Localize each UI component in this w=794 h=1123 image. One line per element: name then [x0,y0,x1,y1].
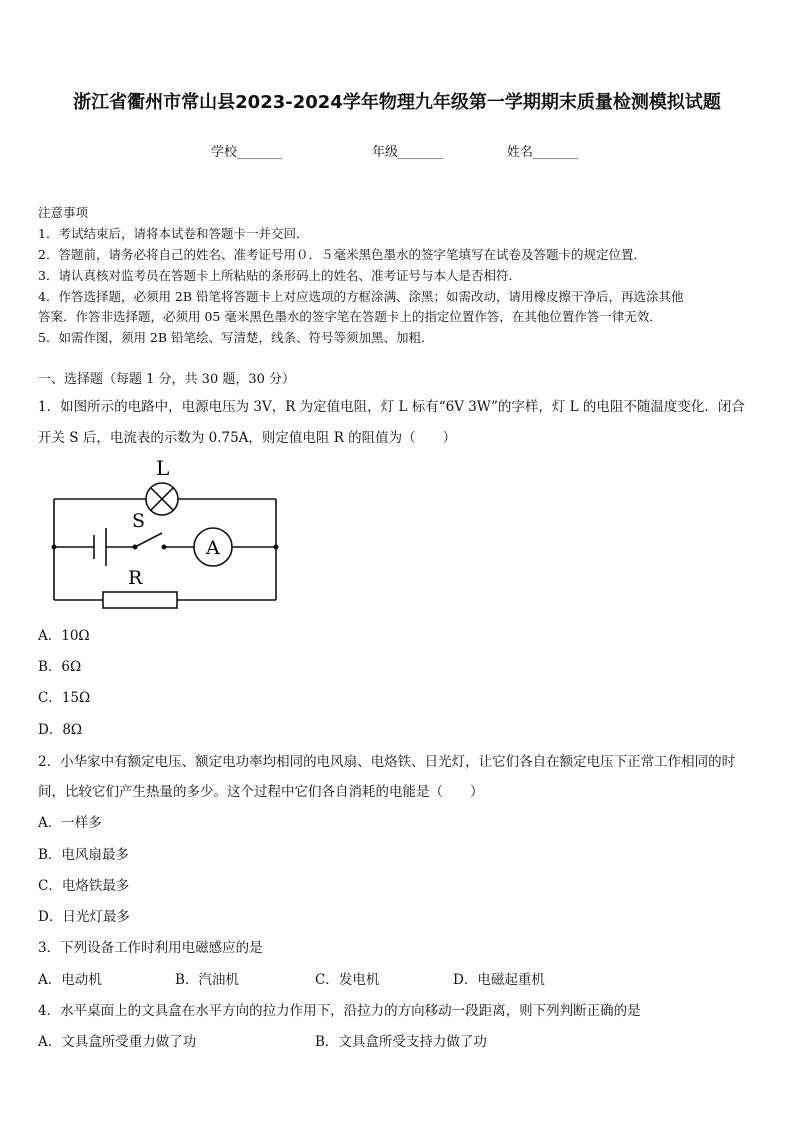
lamp-icon [146,483,178,515]
question-2-line-1: 2．小华家中有额定电压、额定电功率均相同的电风扇、电烙铁、日光灯，让它们各自在额定电压下正常工作相同的时 [38,754,736,770]
question-1-line-1: 1．如图所示的电路中，电源电压为 3V，R 为定值电阻，灯 L 标有“6V 3W”的字样，灯 L 的电阻不随温度变化．闭合 [38,399,745,415]
switch-icon [133,533,167,550]
notice-item: 答案．作答非选择题，必须用 05 毫米黑色墨水的签字笔在答题卡上的指定位置作答，在其他位置作答一律无效． [38,309,662,324]
resistor-label: R [128,567,143,589]
notice-item: 2．答题前，请务必将自己的姓名、准考证号用０．５毫米黑色墨水的签字笔填写在试卷及答题卡的规定位置． [38,247,646,262]
notice-item: 4．作答选择题，必须用 2B 铅笔将答题卡上对应选项的方框涂满、涂黑；如需改动，请用橡皮擦干净后，再选涂其他 [38,289,684,304]
question-1-line-2: 开关 S 后，电流表的示数为 0.75A，则定值电阻 R 的阻值为（ ） [38,430,457,446]
section-heading: 一、选择题（每题 1 分，共 30 题，30 分） [38,372,296,387]
question-2-line-2: 间，比较它们产生热量的多少。这个过程中它们各自消耗的电能是（ ） [38,784,484,800]
q2-option-d: D．日光灯最多 [38,909,130,925]
question-4-line-1: 4．水平桌面上的文具盒在水平方向的拉力作用下，沿拉力的方向移动一段距离，则下列判断正确的是 [38,1003,641,1019]
q1-option-b: B．6Ω [38,659,82,675]
q4-option-a: A．文具盒所受重力做了功 [38,1034,197,1050]
question-3-line-1: 3．下列设备工作时利用电磁感应的是 [38,940,263,956]
junction-dot [274,545,279,550]
q4-option-b: B．文具盒所受支持力做了功 [315,1034,487,1050]
name-field: 姓名_______ [507,145,579,160]
notice-item: 5．如需作图，须用 2B 铅笔绘、写清楚，线条、符号等须加黑、加粗． [38,330,434,345]
q1-option-c: C．15Ω [38,690,91,706]
q2-option-a: A．一样多 [38,815,102,831]
switch-label: S [132,510,146,532]
q1-option-a: A．10Ω [38,628,90,644]
resistor-icon [103,592,177,608]
q2-option-b: B．电风扇最多 [38,847,129,863]
circuit-diagram [40,455,290,610]
battery-icon [94,528,106,566]
q1-option-d: D．8Ω [38,722,83,738]
lamp-label: L [156,456,170,480]
ammeter-label: A [206,537,220,559]
notice-item: 3．请认真核对监考员在答题卡上所粘贴的条形码上的姓名、准考证号与本人是否相符． [38,268,521,283]
notice-heading: 注意事项 [38,205,89,220]
q2-option-c: C．电烙铁最多 [38,878,130,894]
junction-dot [52,545,57,550]
page-title: 浙江省衢州市常山县2023-2024学年物理九年级第一学期期末质量检测模拟试题 [73,92,721,113]
q3-option-b: B．汽油机 [175,972,239,988]
notice-item: 1．考试结束后，请将本试卷和答题卡一并交回． [38,226,309,241]
q3-option-c: C．发电机 [315,972,380,988]
q3-option-d: D．电磁起重机 [453,972,545,988]
school-field: 学校_______ [211,145,283,160]
q3-option-a: A．电动机 [38,972,102,988]
grade-field: 年级_______ [372,145,444,160]
